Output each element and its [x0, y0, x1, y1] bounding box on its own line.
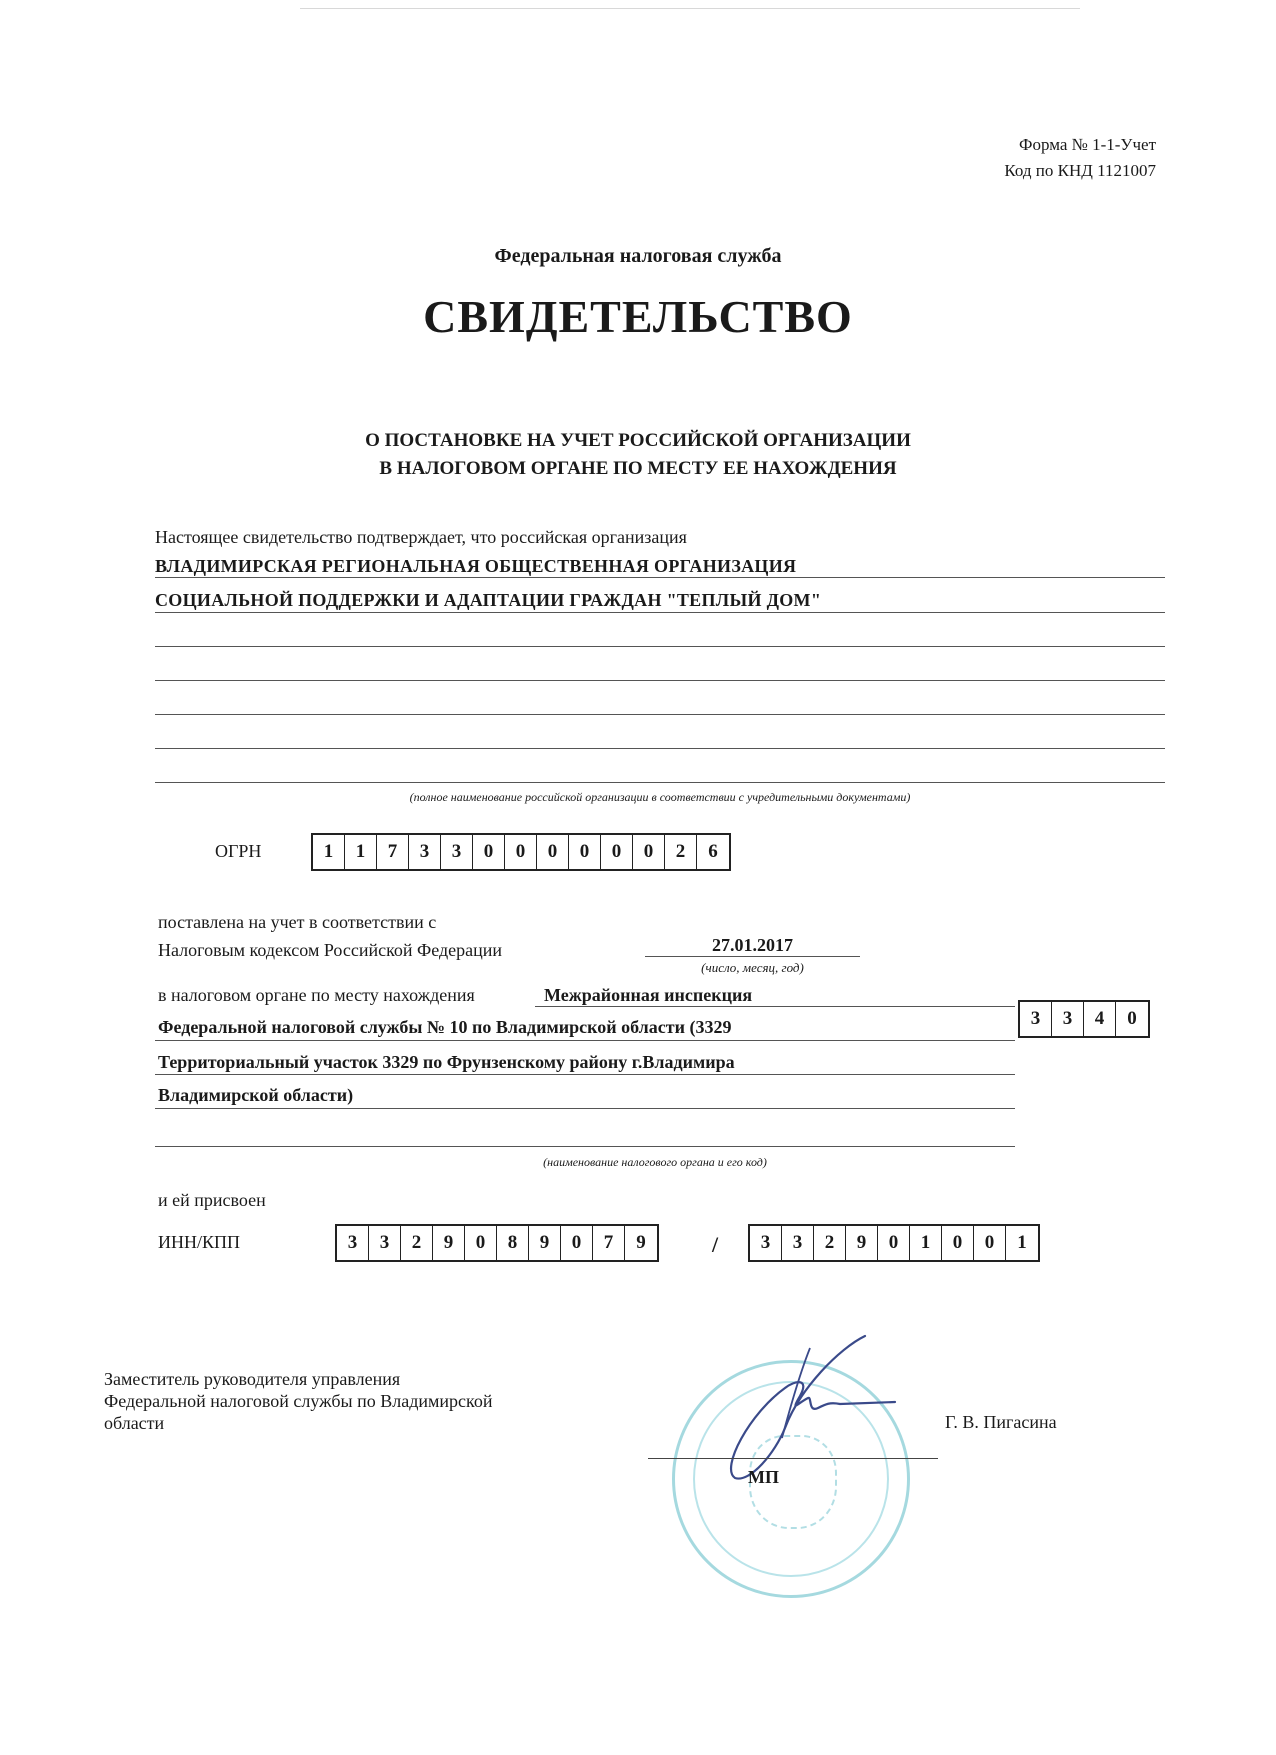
ogrn-label: ОГРН [215, 841, 262, 861]
ogrn-digit: 6 [708, 841, 718, 862]
inn-boxes [335, 1224, 659, 1262]
ogrn-boxes [311, 833, 731, 871]
subtitle-line-2: В НАЛОГОВОМ ОРГАНЕ ПО МЕСТУ ЕЕ НАХОЖДЕНИЯ [379, 458, 897, 479]
org-name-rule-1 [155, 577, 1165, 578]
date-rule [645, 956, 860, 957]
authority-code-boxes [1018, 1000, 1150, 1038]
ogrn-digit: 0 [537, 835, 569, 869]
subtitle-line-1: О ПОСТАНОВКЕ НА УЧЕТ РОССИЙСКОЙ ОРГАНИЗАЦИИ [365, 430, 911, 451]
ogrn-digit: 1 [345, 835, 377, 869]
inn-digit: 9 [433, 1226, 465, 1260]
registration-text-1: поставлена на учет в соответствии с [158, 912, 437, 932]
registration-date: 27.01.2017 [712, 935, 793, 955]
inn-digit: 2 [401, 1226, 433, 1260]
authority-code-digit: 3 [1052, 1002, 1084, 1036]
kpp-digit: 1 [910, 1226, 942, 1260]
signatory-position-line-2: Федеральной налоговой службы по Владимирской [104, 1391, 493, 1411]
form-number: Форма № 1-1-Учет [1019, 135, 1156, 154]
authority-hint: (наименование налогового органа и его код) [543, 1155, 767, 1169]
signature-rule [648, 1458, 938, 1459]
org-name-line-1: ВЛАДИМИРСКАЯ РЕГИОНАЛЬНАЯ ОБЩЕСТВЕННАЯ ОРГАНИЗАЦИЯ [155, 556, 797, 576]
authority-rule-1 [535, 1006, 1015, 1007]
signatory-name: Г. В. Пигасина [945, 1412, 1057, 1432]
kpp-digit: 3 [782, 1226, 814, 1260]
registration-text-2: Налоговым кодексом Российской Федерации [158, 940, 503, 960]
inn-digit: 3 [337, 1226, 369, 1260]
kpp-digit: 0 [942, 1226, 974, 1260]
handwritten-signature [690, 1318, 910, 1488]
kpp-digit: 9 [846, 1226, 878, 1260]
org-name-rule-5 [155, 714, 1165, 715]
org-name-rule-2 [155, 612, 1165, 613]
stamp-place-label: МП [748, 1467, 779, 1487]
inn-digit: 7 [593, 1226, 625, 1260]
inn-digit: 0 [561, 1226, 593, 1260]
org-name-rule-7 [155, 782, 1165, 783]
org-name-rule-3 [155, 646, 1165, 647]
authority-code-digit: 3 [1020, 1002, 1052, 1036]
org-name-rule-4 [155, 680, 1165, 681]
authority-code-digit: 0 [1127, 1008, 1137, 1029]
inn-digit: 9 [529, 1226, 561, 1260]
ogrn-digit: 0 [569, 835, 601, 869]
date-hint: (число, месяц, год) [701, 960, 804, 975]
ogrn-digit: 2 [665, 835, 697, 869]
ogrn-digit: 0 [633, 835, 665, 869]
ogrn-digit: 0 [505, 835, 537, 869]
signatory-position [104, 1368, 493, 1434]
inn-kpp-label: ИНН/КПП [158, 1232, 241, 1252]
kpp-boxes [748, 1224, 1040, 1262]
scan-top-edge [300, 8, 1080, 9]
inn-assigned-text: и ей присвоен [158, 1190, 266, 1210]
agency-name: Федеральная налоговая служба [494, 245, 782, 267]
authority-line-4: Владимирской области) [158, 1085, 354, 1105]
ogrn-digit: 7 [377, 835, 409, 869]
kpp-digit: 0 [878, 1226, 910, 1260]
authority-line-1: Межрайонная инспекция [544, 985, 753, 1005]
ogrn-digit: 3 [409, 835, 441, 869]
inn-digit: 0 [465, 1226, 497, 1260]
signature-stroke-2 [782, 1348, 810, 1438]
ogrn-digit: 3 [441, 835, 473, 869]
ogrn-digit: 0 [601, 835, 633, 869]
inn-kpp-separator: / [712, 1232, 719, 1257]
authority-code-digit: 4 [1084, 1002, 1116, 1036]
org-name-rule-6 [155, 748, 1165, 749]
form-number-block [1004, 132, 1156, 184]
kpp-digit: 0 [974, 1226, 1006, 1260]
inn-digit: 3 [369, 1226, 401, 1260]
kpp-digit: 1 [1017, 1232, 1027, 1253]
signatory-position-line-1: Заместитель руководителя управления [104, 1369, 401, 1389]
kpp-digit: 2 [814, 1226, 846, 1260]
org-name-hint: (полное наименование российской организации в соответствии с учредительными документами) [409, 790, 911, 804]
authority-rule-2 [155, 1040, 1015, 1041]
authority-rule-5 [155, 1146, 1015, 1147]
ogrn-digit: 0 [473, 835, 505, 869]
authority-rule-4 [155, 1108, 1015, 1109]
certificate-intro: Настоящее свидетельство подтверждает, что российская организация [155, 527, 687, 547]
inn-digit: 8 [497, 1226, 529, 1260]
knd-code: Код по КНД 1121007 [1004, 161, 1156, 180]
authority-line-3: Территориальный участок 3329 по Фрунзенскому району г.Владимира [158, 1052, 735, 1072]
document-title: СВИДЕТЕЛЬСТВО [423, 291, 853, 342]
inn-digit: 9 [636, 1232, 646, 1253]
signatory-position-line-3: области [104, 1413, 165, 1433]
org-name-line-2: СОЦИАЛЬНОЙ ПОДДЕРЖКИ И АДАПТАЦИИ ГРАЖДАН "ТЕПЛЫЙ ДОМ" [155, 590, 822, 610]
authority-line-2: Федеральной налоговой службы № 10 по Владимирской области (3329 [158, 1017, 732, 1037]
kpp-digit: 3 [750, 1226, 782, 1260]
authority-intro: в налоговом органе по месту нахождения [158, 985, 475, 1005]
document-subtitle [0, 427, 1276, 483]
ogrn-digit: 1 [313, 835, 345, 869]
authority-rule-3 [155, 1074, 1015, 1075]
